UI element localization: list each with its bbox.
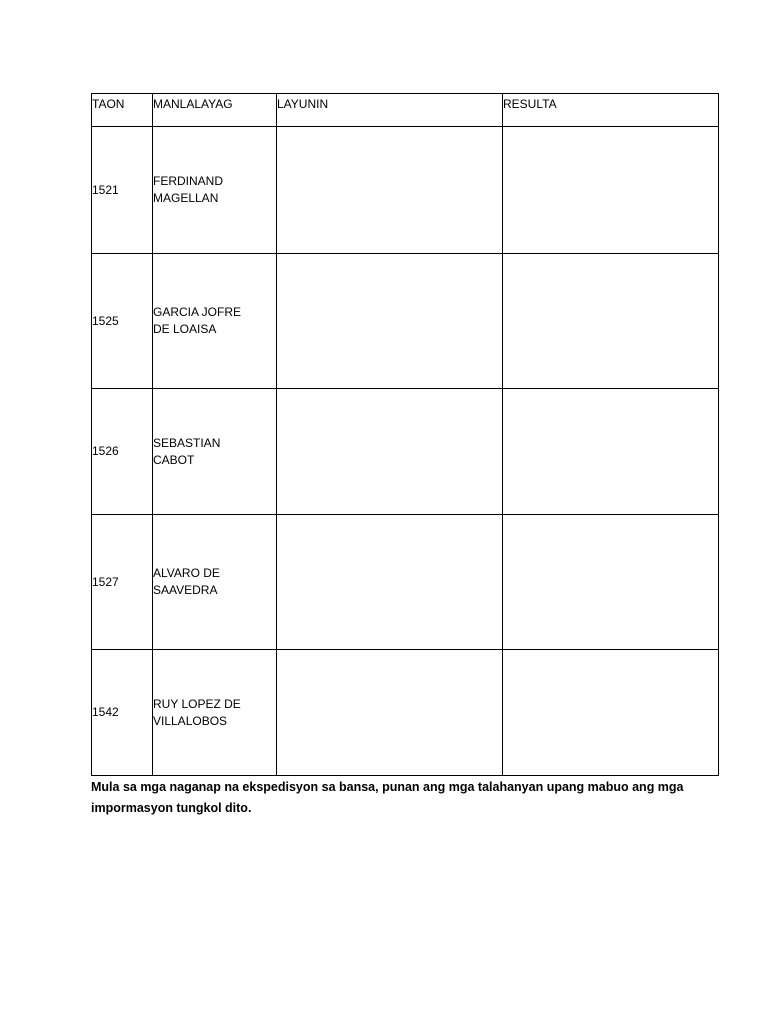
purpose-cell[interactable] [277,127,503,254]
purpose-cell[interactable] [277,389,503,515]
result-cell[interactable] [503,650,719,776]
navigator-name: SEBASTIAN CABOT [153,435,221,467]
expedition-table [91,93,719,776]
header-navigator: MANLALAYAG [153,94,277,127]
year-cell: 1542 [92,650,153,776]
year-cell: 1527 [92,515,153,650]
instruction-text: Mula sa mga naganap na ekspedisyon sa bansa, punan ang mga talahanyan upang mabuo ang mga impormasyon tungkol dito. [91,780,684,815]
navigator-name: GARCIA JOFRE DE LOAISA [153,305,242,336]
navigator-cell [153,254,277,389]
purpose-cell[interactable] [277,254,503,389]
table-row [92,127,719,254]
header-result: RESULTA [503,94,719,127]
navigator-cell [153,389,277,515]
navigator-cell [153,127,277,254]
table-header-row [92,94,719,127]
year-cell: 1521 [92,127,153,254]
result-cell[interactable] [503,254,719,389]
purpose-cell[interactable] [277,650,503,776]
navigator-cell [153,515,277,650]
navigator-name: RUY LOPEZ DE VILLALOBOS [153,696,241,728]
navigator-name: ALVARO DE SAAVEDRA [153,566,220,597]
navigator-name: FERDINAND MAGELLAN [153,174,224,205]
result-cell[interactable] [503,127,719,254]
header-purpose: LAYUNIN [277,94,503,127]
year-cell: 1525 [92,254,153,389]
table-row [92,650,719,776]
year-cell: 1526 [92,389,153,515]
navigator-cell [153,650,277,776]
header-year: TAON [92,94,153,127]
table-row [92,254,719,389]
result-cell[interactable] [503,389,719,515]
table-row [92,389,719,515]
purpose-cell[interactable] [277,515,503,650]
table-row [92,515,719,650]
result-cell[interactable] [503,515,719,650]
